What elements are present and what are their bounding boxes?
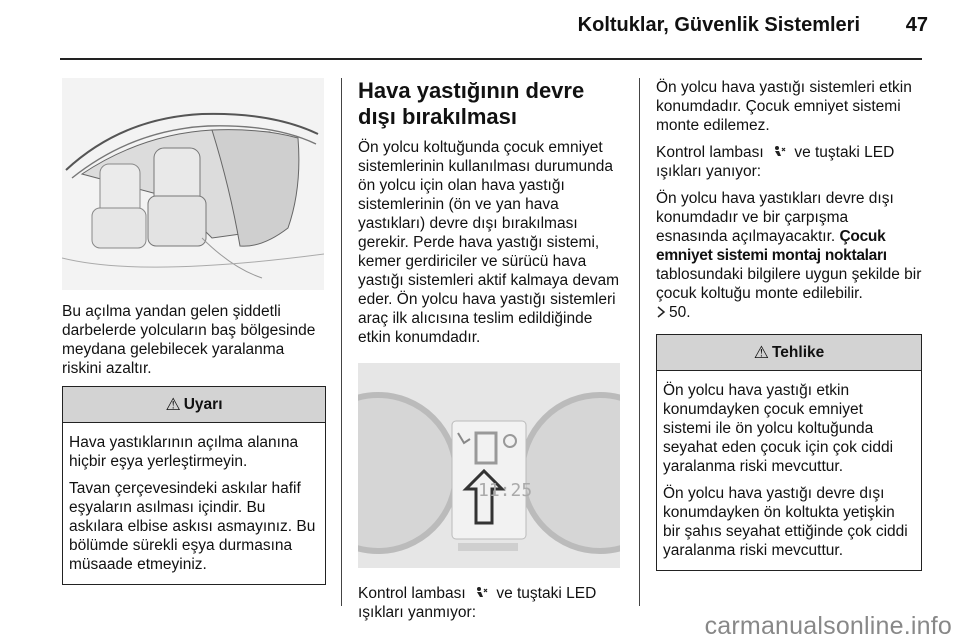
lamp-on-caption-end: ve tuştaki LED ışıkları yanıyor:: [656, 144, 895, 180]
lamp-off-caption: [358, 584, 622, 622]
danger-box-header: [657, 335, 921, 371]
passenger-airbag-off-icon: [772, 145, 786, 159]
warning-paragraph: Tavan çerçevesindeki askılar hafif eşyaların asılması içindir. Bu askılara elbise askısı asmayınız. Bu bölümde sürekli eşya durmasına müsaade etmeyiniz.: [69, 480, 316, 573]
deactivation-body-text: Ön yolcu koltuğunda çocuk emniyet sistemlerinin kullanılması durumunda ön yolcu için olan hava yastığı sistemlerinin (ön ve yan hava yastıkları) devre dışı bırakılması gerekir. Perde hava yastığı sistemi, kemer gerdiriciler ve sürücü hava yastığı sistemleri aktif kalmaya devam eder. Ön yolcu hava yastığı sistemleri araç ilk alıcısına teslim edildiğinde etkin konumdadır.: [358, 139, 620, 346]
instrument-cluster-drawing: [358, 363, 620, 568]
car-interior-drawing: [62, 78, 324, 290]
curtain-airbag-caption: Bu açılma yandan gelen şiddetli darbelerde yolcuların baş bölgesinde meydana gelebilecek yaralanma riskini azaltır.: [62, 303, 316, 377]
page-number: 47: [905, 14, 928, 36]
middle-column: [358, 78, 622, 630]
lamp-on-caption: [656, 143, 922, 181]
danger-box-title: Tehlike: [771, 344, 825, 361]
page-reference-icon: [656, 306, 666, 318]
danger-paragraph: Ön yolcu hava yastığı etkin konumdayken çocuk emniyet sistemi ile ön yolcu koltuğunda seyahat eden çocuk için çok ciddi yaralanma riski mevcuttur.: [663, 382, 894, 475]
lamp-off-caption-start: Kontrol lambası: [358, 585, 466, 602]
warning-box-title: Uyarı: [183, 396, 223, 413]
airbag-deactivated-text: [656, 189, 922, 322]
header-rule: [60, 58, 922, 60]
lamp-on-caption-start: Kontrol lambası: [656, 144, 764, 161]
curtain-airbag-illustration: [62, 78, 324, 290]
warning-box: [62, 386, 326, 585]
warning-triangle-icon: ⚠: [753, 343, 769, 362]
deactivated-text-start: Ön yolcu hava yastıkları devre dışı konumdadır ve bir çarpışma esnasında açılmayacaktır.: [656, 190, 894, 245]
column-divider-left: [341, 78, 342, 606]
watermark: carmanualsonline.info: [704, 612, 952, 640]
danger-box: [656, 334, 922, 571]
right-column: [656, 78, 922, 571]
lamp-off-caption-end: ve tuştaki LED ışıkları yanmıyor:: [358, 585, 597, 621]
warning-triangle-icon: ⚠: [165, 395, 181, 414]
child-seat-table-link[interactable]: Çocuk emniyet sistemi montaj noktaları: [656, 228, 887, 264]
page-header-title: Koltuklar, Güvenlik Sistemleri: [577, 14, 860, 36]
warning-box-header: [63, 387, 325, 423]
passenger-airbag-off-icon: [474, 586, 488, 600]
column-divider-right: [639, 78, 640, 606]
warning-paragraph: Hava yastıklarının açılma alanına hiçbir eşya yerleştirmeyin.: [69, 434, 299, 470]
section-heading: Hava yastığının devre dışı bırakılması: [358, 78, 585, 129]
airbag-active-text: Ön yolcu hava yastığı sistemleri etkin konumdadır. Çocuk emniyet sistemi monte edilemez.: [656, 79, 912, 134]
panel-clock-display: 11:25: [478, 480, 533, 501]
deactivated-text-end: tablosundaki bilgilere uygun şekilde bir çocuk koltuğu monte edilebilir.: [656, 266, 922, 302]
page-reference[interactable]: 50.: [669, 304, 691, 321]
danger-box-body: [657, 371, 921, 570]
left-column: [62, 78, 326, 585]
warning-box-body: [63, 423, 325, 584]
instrument-panel-photo: [358, 363, 620, 568]
danger-paragraph: Ön yolcu hava yastığı devre dışı konumdayken ön koltukta yetişkin bir şahıs seyahat ettiğinde çok ciddi yaralanma riski mevcuttur.: [663, 485, 908, 559]
